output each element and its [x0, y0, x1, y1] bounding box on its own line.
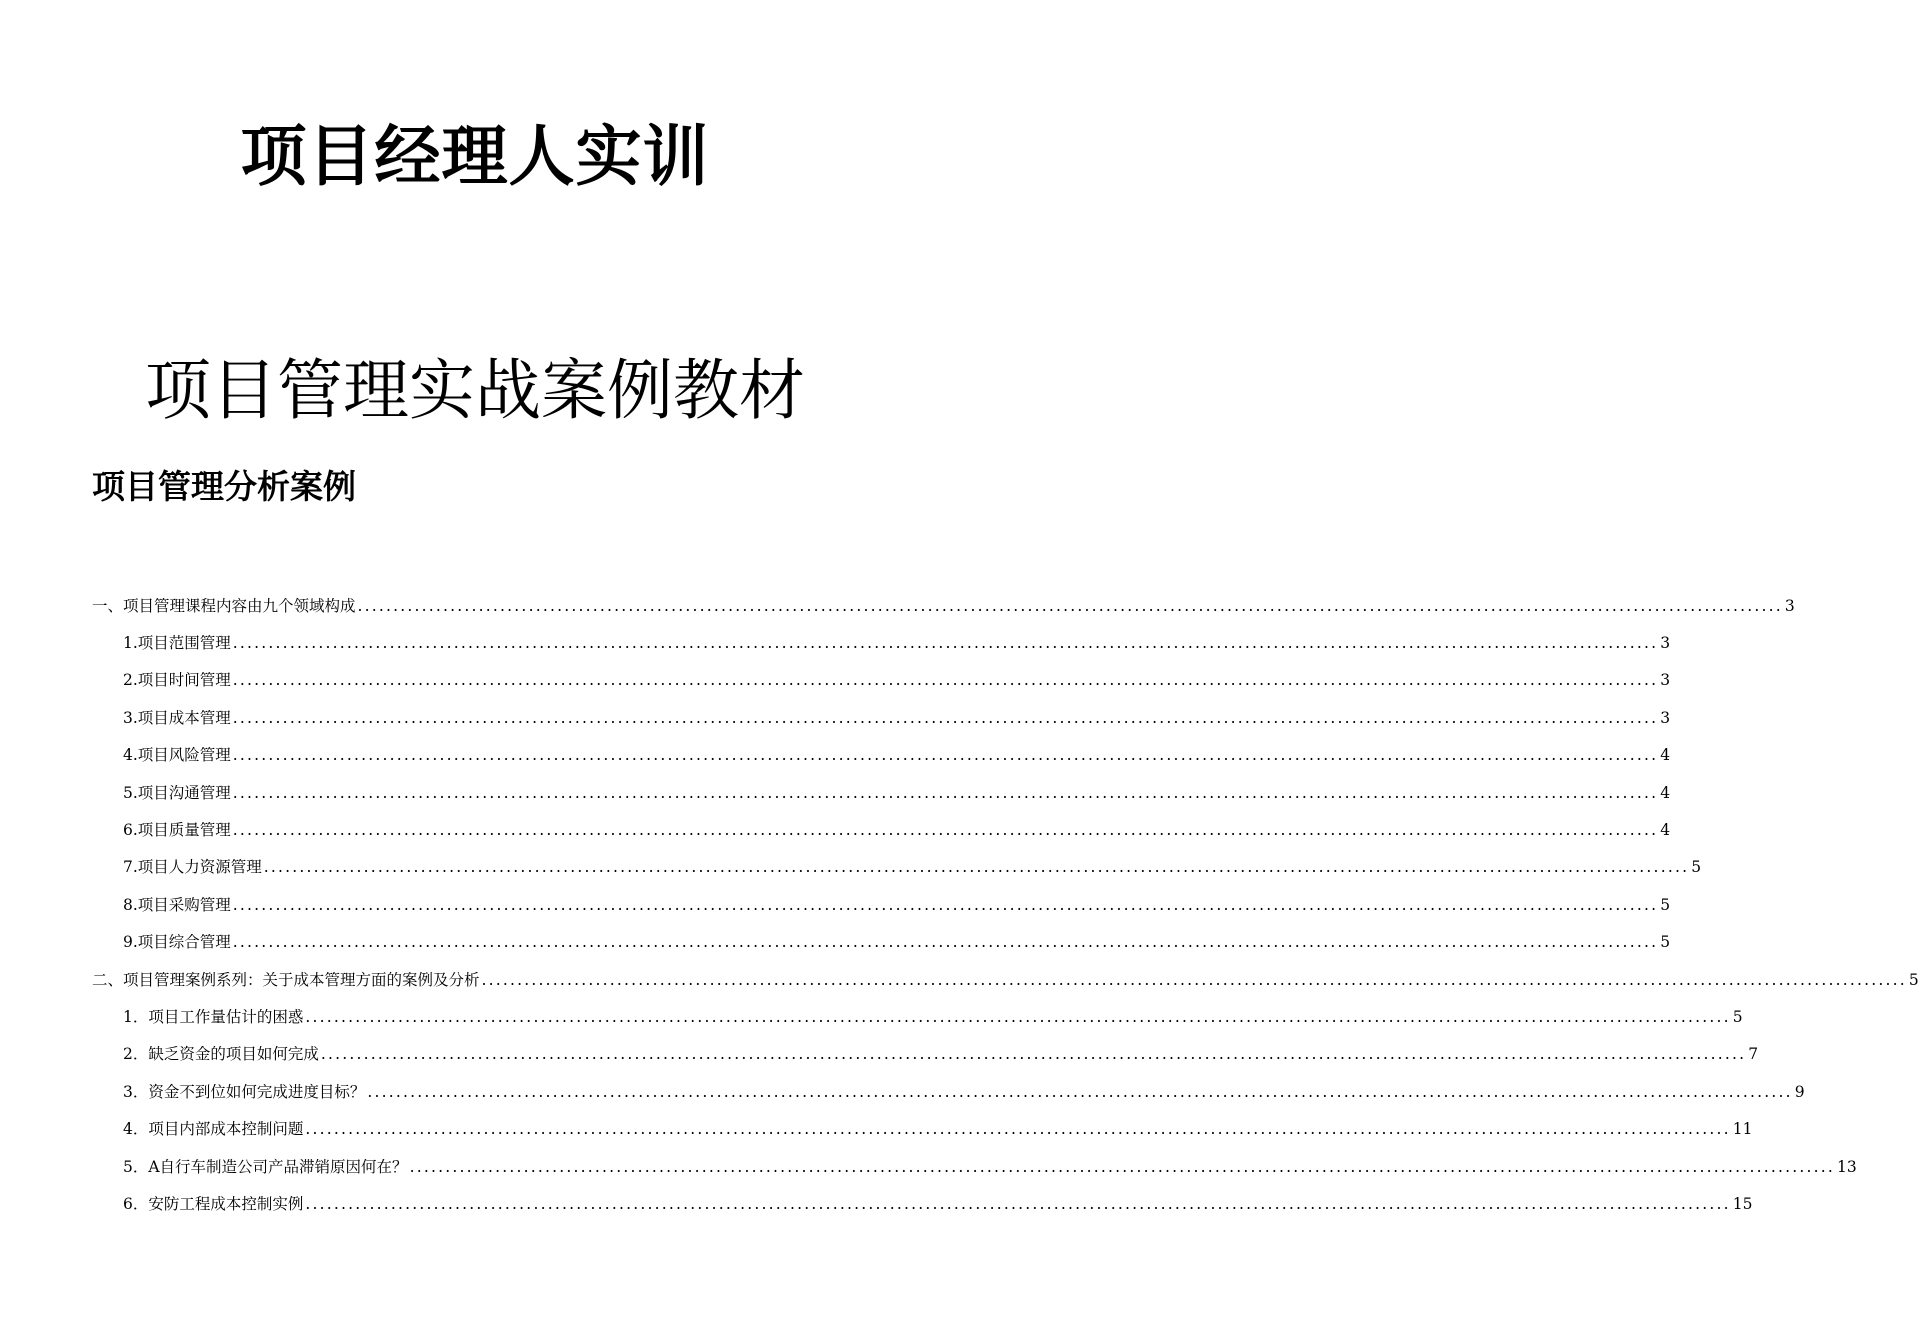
toc-entry-label: 2．缺乏资金的项目如何完成	[123, 1045, 319, 1064]
toc-entry-page: 4	[1660, 783, 1671, 802]
toc-entry-page: 4	[1660, 746, 1671, 765]
toc-dot-leader: ........................................................................................................................................................................................................	[232, 671, 1659, 690]
toc-dot-leader: ........................................................................................................................................................................................................	[232, 895, 1659, 914]
toc-entry-label: 1．项目工作量估计的困惑	[123, 1007, 304, 1026]
table-of-contents	[92, 587, 1919, 1223]
document-subtitle: 项目管理实战案例教材	[145, 352, 805, 429]
toc-entry-page: 5	[1691, 858, 1702, 877]
toc-entry-label: 一、项目管理课程内容由九个领域构成	[92, 596, 356, 615]
toc-entry-label: 8.项目采购管理	[123, 895, 231, 914]
toc-entry[interactable]	[92, 849, 1702, 886]
toc-entry-page: 11	[1732, 1120, 1753, 1139]
toc-entry-label: 5.项目沟通管理	[123, 783, 231, 802]
toc-entry-label: 4．项目内部成本控制问题	[123, 1120, 304, 1139]
toc-entry-label: 4.项目风险管理	[123, 746, 231, 765]
toc-dot-leader: ........................................................................................................................................................................................................	[409, 1157, 1835, 1176]
toc-entry-page: 7	[1748, 1045, 1759, 1064]
toc-entry[interactable]	[92, 737, 1671, 774]
toc-entry-label: 7.项目人力资源管理	[123, 858, 262, 877]
toc-entry-page: 5	[1908, 970, 1919, 989]
toc-entry[interactable]	[92, 774, 1671, 811]
toc-entry[interactable]	[92, 587, 1795, 624]
toc-entry[interactable]	[92, 1073, 1805, 1110]
toc-entry-page: 13	[1836, 1157, 1857, 1176]
toc-entry[interactable]	[92, 699, 1671, 736]
toc-dot-leader: ........................................................................................................................................................................................................	[305, 1194, 1731, 1213]
toc-entry[interactable]	[92, 811, 1671, 848]
toc-entry[interactable]	[92, 624, 1671, 661]
toc-entry-label: 二、项目管理案例系列：关于成本管理方面的案例及分析	[92, 970, 480, 989]
toc-entry[interactable]	[92, 1148, 1857, 1185]
section-heading: 项目管理分析案例	[92, 467, 356, 506]
toc-entry-page: 5	[1732, 1007, 1743, 1026]
toc-dot-leader: ........................................................................................................................................................................................................	[232, 634, 1659, 653]
toc-dot-leader: ........................................................................................................................................................................................................	[232, 821, 1659, 840]
toc-entry-label: 3．资金不到位如何完成进度目标？	[123, 1082, 366, 1101]
toc-entry[interactable]	[92, 1110, 1753, 1147]
toc-entry-page: 3	[1784, 596, 1795, 615]
toc-entry-page: 15	[1732, 1194, 1753, 1213]
toc-entry[interactable]	[92, 662, 1671, 699]
toc-dot-leader: ........................................................................................................................................................................................................	[320, 1045, 1747, 1064]
toc-dot-leader: ........................................................................................................................................................................................................	[263, 858, 1690, 877]
toc-dot-leader: ........................................................................................................................................................................................................	[305, 1007, 1731, 1026]
toc-entry[interactable]	[92, 924, 1671, 961]
toc-dot-leader: ........................................................................................................................................................................................................	[481, 970, 1907, 989]
toc-entry-label: 9.项目综合管理	[123, 933, 231, 952]
toc-entry-label: 5．A自行车制造公司产品滞销原因何在？	[123, 1157, 408, 1176]
toc-entry-page: 4	[1660, 821, 1671, 840]
toc-dot-leader: ........................................................................................................................................................................................................	[305, 1120, 1731, 1139]
toc-dot-leader: ........................................................................................................................................................................................................	[357, 596, 1783, 615]
toc-entry-label: 2.项目时间管理	[123, 671, 231, 690]
toc-dot-leader: ........................................................................................................................................................................................................	[232, 783, 1659, 802]
toc-entry-label: 3.项目成本管理	[123, 708, 231, 727]
document-title: 项目经理人实训	[240, 118, 710, 195]
toc-entry-page: 9	[1794, 1082, 1805, 1101]
toc-dot-leader: ........................................................................................................................................................................................................	[232, 746, 1659, 765]
toc-entry-page: 5	[1660, 933, 1671, 952]
toc-entry[interactable]	[92, 1036, 1759, 1073]
toc-entry-page: 5	[1660, 895, 1671, 914]
toc-dot-leader: ........................................................................................................................................................................................................	[232, 933, 1659, 952]
toc-entry-page: 3	[1660, 671, 1671, 690]
toc-entry[interactable]	[92, 1185, 1753, 1222]
toc-entry-label: 6.项目质量管理	[123, 821, 231, 840]
toc-dot-leader: ........................................................................................................................................................................................................	[232, 708, 1659, 727]
toc-entry[interactable]	[92, 961, 1919, 998]
toc-entry-label: 6．安防工程成本控制实例	[123, 1194, 304, 1213]
toc-dot-leader: ........................................................................................................................................................................................................	[367, 1082, 1793, 1101]
toc-entry-page: 3	[1660, 634, 1671, 653]
toc-entry[interactable]	[92, 886, 1671, 923]
toc-entry-page: 3	[1660, 708, 1671, 727]
toc-entry-label: 1.项目范围管理	[123, 634, 231, 653]
toc-entry[interactable]	[92, 998, 1743, 1035]
